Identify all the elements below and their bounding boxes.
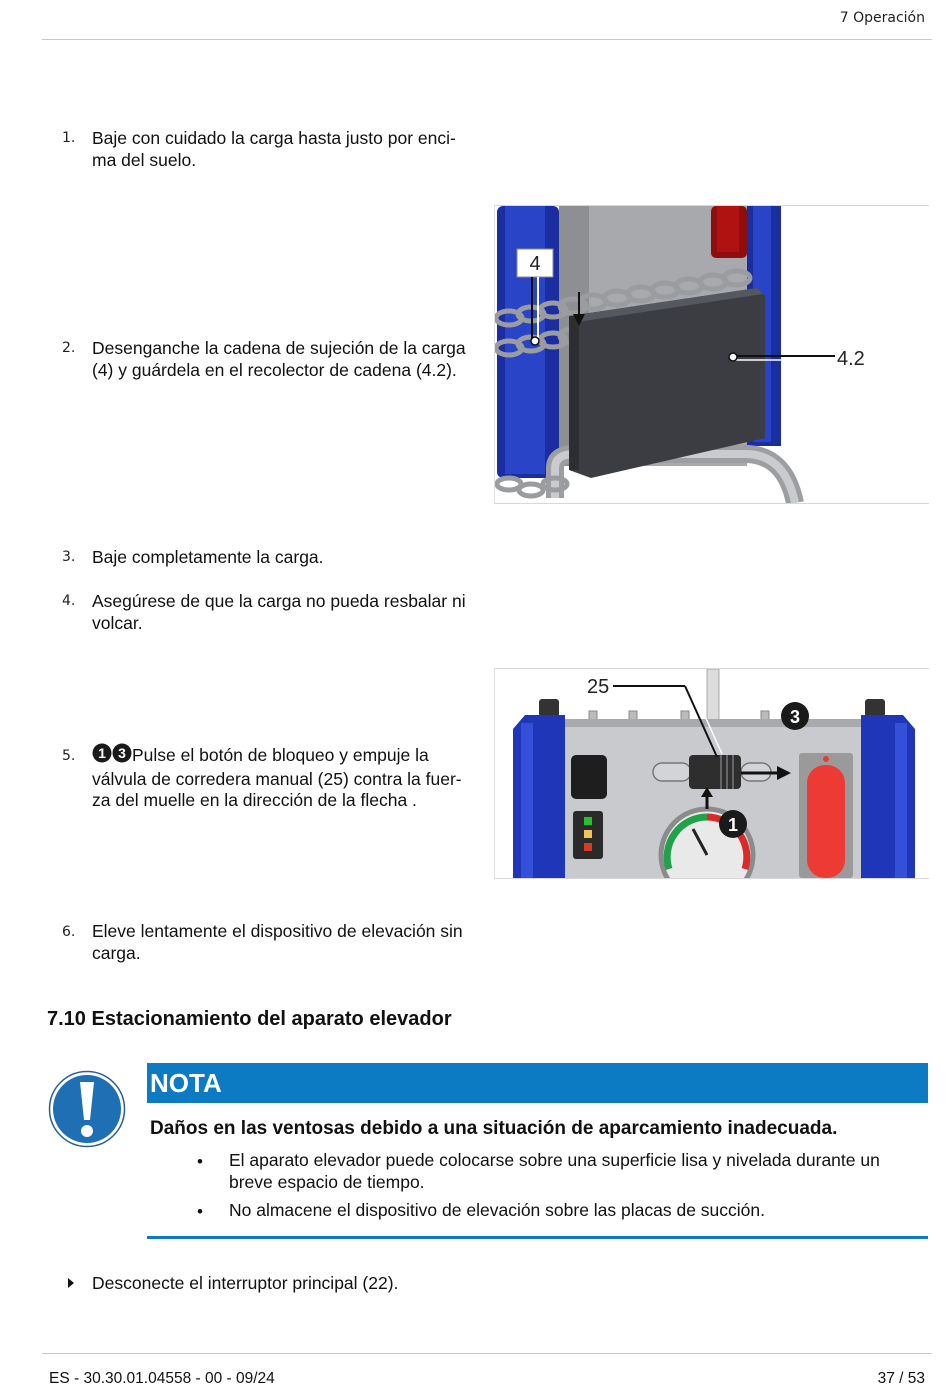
step-line xyxy=(92,743,482,769)
step-text xyxy=(92,921,482,964)
step-number: 3. xyxy=(62,549,76,565)
circled-number-3-icon xyxy=(112,743,132,769)
figure-control-panel xyxy=(494,668,929,879)
step-text xyxy=(92,591,482,634)
figure-chain-collector xyxy=(494,205,929,504)
svg-text:3: 3 xyxy=(118,745,126,761)
note-bullet xyxy=(229,1150,919,1193)
section-heading: 7.10 Estacionamiento del aparato elevador xyxy=(47,1008,452,1030)
svg-text:1: 1 xyxy=(98,745,106,761)
step-line: ma del suelo. xyxy=(92,149,197,170)
step-line: Eleve lentamente el dispositivo de elevación sin xyxy=(92,921,463,941)
step-text xyxy=(92,547,482,569)
callout-25: 25 xyxy=(587,676,610,698)
step-line: za del muelle en la dirección de la flecha . xyxy=(92,790,417,810)
step-line-text: Pulse el botón de bloqueo y empuje la xyxy=(132,745,429,765)
step-number: 2. xyxy=(62,340,76,356)
note-bottom-rule xyxy=(147,1236,928,1239)
exclamation-icon xyxy=(48,1070,126,1153)
step-line: válvula de corredera manual (25) contra la fuer- xyxy=(92,768,462,789)
note-label-bar xyxy=(147,1063,928,1103)
bullet-icon: • xyxy=(197,1152,203,1171)
bullet-line: No almacene el dispositivo de elevación sobre las placas de succión. xyxy=(229,1200,765,1220)
header-divider xyxy=(42,39,932,40)
callout-1: 1 xyxy=(727,815,739,835)
step-line: (4) y guárdela en el recolector de cadena (4.2). xyxy=(92,359,457,380)
step-number: 5. xyxy=(62,748,76,764)
chain-collector-illustration xyxy=(495,206,929,503)
step-number: 4. xyxy=(62,593,76,609)
bullet-line: El aparato elevador puede colocarse sobre una superficie lisa y nivelada durante un xyxy=(229,1150,880,1170)
step-text xyxy=(92,128,482,171)
callout-3: 3 xyxy=(789,707,801,727)
note-label: NOTA xyxy=(150,1068,222,1098)
note-bullet xyxy=(229,1200,919,1222)
step-number: 6. xyxy=(62,924,76,940)
circled-number-1-icon xyxy=(92,743,112,769)
step-number: 1. xyxy=(62,130,76,146)
bullet-line: breve espacio de tiempo. xyxy=(229,1171,425,1192)
step-line: Baje con cuidado la carga hasta justo por enci- xyxy=(92,128,456,148)
callout-4-2: 4.2 xyxy=(837,348,865,370)
step-text xyxy=(92,338,484,381)
note-headline: Daños en las ventosas debido a una situación de aparcamiento inadecuada. xyxy=(150,1118,838,1139)
chapter-header: 7 Operación xyxy=(839,10,925,26)
step-line: volcar. xyxy=(92,612,143,633)
bullet-icon: • xyxy=(197,1202,203,1221)
document-reference: ES - 30.30.01.04558 - 00 - 09/24 xyxy=(49,1370,275,1387)
step-text xyxy=(92,743,482,812)
footer-divider xyxy=(42,1353,932,1354)
page-number: 37 / 53 xyxy=(877,1370,925,1387)
action-text: Desconecte el interruptor principal (22). xyxy=(92,1273,399,1293)
callout-4: 4 xyxy=(529,253,541,275)
triangle-right-icon xyxy=(66,1276,76,1295)
control-panel-illustration xyxy=(495,669,929,878)
step-line: Asegúrese de que la carga no pueda resbalar ni xyxy=(92,591,466,611)
step-line: Desenganche la cadena de sujeción de la carga xyxy=(92,338,466,358)
step-line: Baje completamente la carga. xyxy=(92,547,324,567)
step-line: carga. xyxy=(92,942,141,963)
